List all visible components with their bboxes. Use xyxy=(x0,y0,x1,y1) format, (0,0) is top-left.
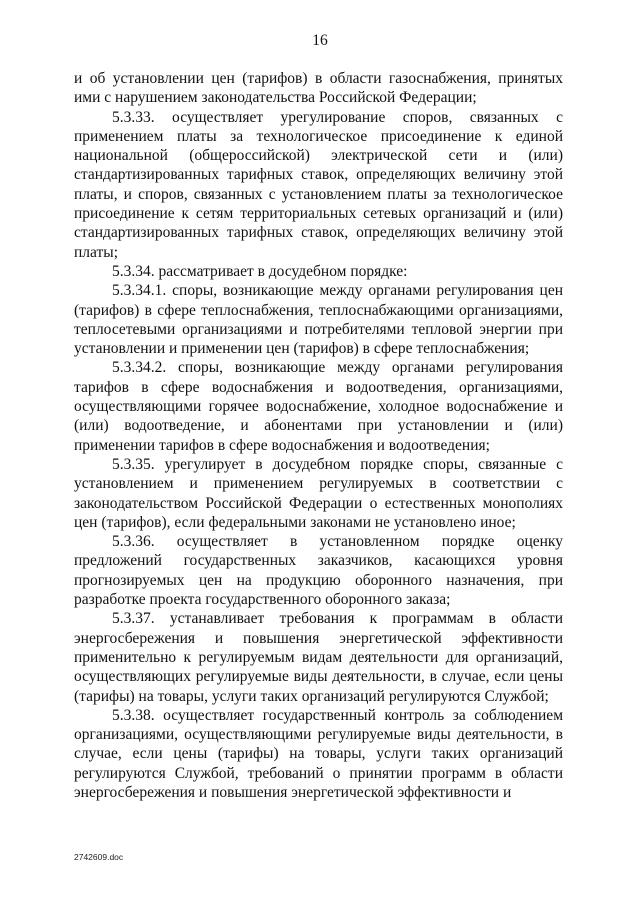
page-number: 16 xyxy=(312,32,328,49)
paragraph-5-3-36: 5.3.36. осуществляет в установленном порядке оценку предложений государственных заказчиков, касающихся уровня прогнозируемых цен на продукцию оборонного назначения, при разработке проекта государственного оборонного заказа; xyxy=(74,533,563,609)
paragraph-5-3-34-2: 5.3.34.2. споры, возникающие между органами регулирования тарифов в сфере водоснабжения и водоотведения, организациями, осуществляющими горячее водоснабжение, холодное водоснабжение и (или) водоотведение, и абонентами при установлении и (или) применении тарифов в сфере водоснабжения и водоотведения; xyxy=(74,359,563,454)
paragraph-5-3-37: 5.3.37. устанавливает требования к программам в области энергосбережения и повышения энергетической эффективности применительно к регулируемым видам деятельности для организаций, осуществляющих регулируемые виды деятельности, в случае, если цены (тарифы) на товары, услуги таких организаций регулируются Службой; xyxy=(74,610,563,705)
document-file-reference: 2742609.doc xyxy=(74,852,124,862)
paragraph-5-3-38: 5.3.38. осуществляет государственный контроль за соблюдением организациями, осуществляющими регулируемые виды деятельности, в случае, если цены (тарифы) на товары, услуги таких организаций регулируются Службой, требований о принятии программ в области энергосбережения и повышения энергетической эффективности и xyxy=(74,706,563,801)
paragraph-continuation: и об установлении цен (тарифов) в области газоснабжения, принятых ими с нарушением законодательства Российской Федерации; xyxy=(74,70,563,107)
paragraph-5-3-33: 5.3.33. осуществляет урегулирование споров, связанных с применением платы за технологическое присоединение к единой национальной (общероссийской) электрической сети и (или) стандартизированных тарифных ставок, определяющих величину этой платы, и споров, связанных с установлением платы за технологическое присоединение к сетям территориальных сетевых организаций и (или) стандартизированных тарифных ставок, определяющих величину этой платы; xyxy=(74,108,563,261)
document-body xyxy=(74,69,563,802)
paragraph-5-3-34: 5.3.34. рассматривает в досудебном порядке: xyxy=(112,262,408,280)
paragraph-5-3-35: 5.3.35. урегулирует в досудебном порядке споры, связанные с установлением и применением регулируемых в соответствии с законодательством Российской Федерации о естественных монополиях цен (тарифов), если федеральными законами не установлено иное; xyxy=(74,455,563,531)
paragraph-5-3-34-1: 5.3.34.1. споры, возникающие между органами регулирования цен (тарифов) в сфере теплоснабжения, теплоснабжающими организациями, теплосетевыми организациями и потребителями тепловой энергии при установлении и применении цен (тарифов) в сфере теплоснабжения; xyxy=(74,282,563,358)
